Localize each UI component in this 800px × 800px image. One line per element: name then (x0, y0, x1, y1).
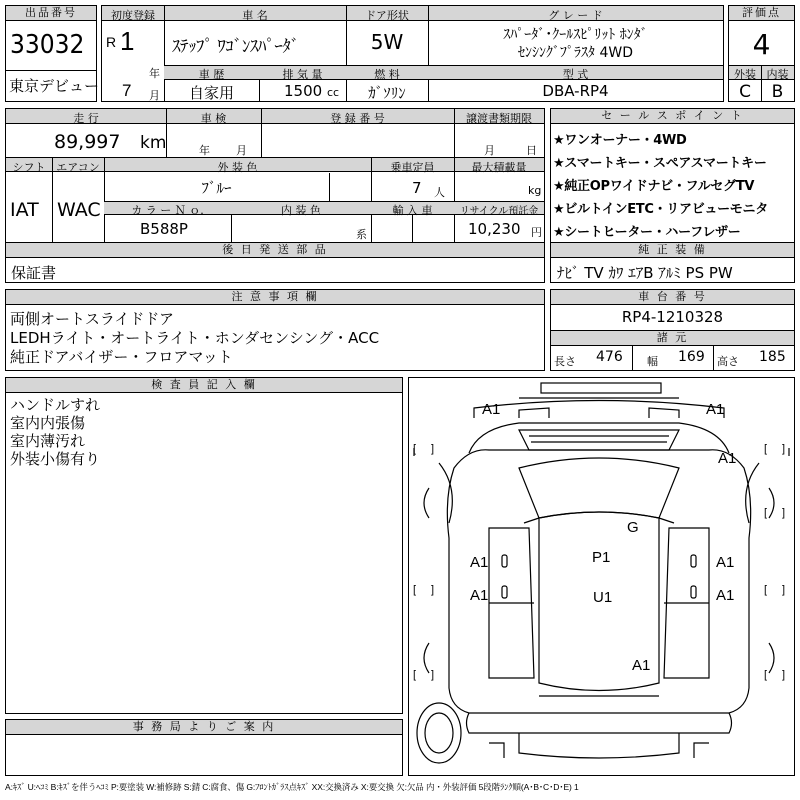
svg-text:[: [ (413, 669, 417, 681)
lot-no-label: 出品番号 (6, 6, 96, 21)
interior-color-label: 内 装 色 (281, 204, 321, 217)
displacement: 1500 (284, 82, 323, 100)
svg-text:]: ] (782, 443, 786, 455)
svg-text:]: ] (782, 584, 786, 596)
svg-text:[: [ (764, 507, 768, 519)
mileage-unit: km (140, 133, 167, 153)
mark-roof-rear: U1 (593, 589, 613, 606)
history-label: 車 歴 (198, 68, 225, 81)
mark-top-right: A1 (706, 401, 725, 418)
mark-top-left: A1 (482, 401, 501, 418)
svg-text:]: ] (431, 584, 435, 596)
later-parts-label: 後 日 発 送 部 品 (6, 243, 544, 258)
recycle-fee: 10,230 (468, 220, 521, 238)
exterior-color: ﾌﾞﾙｰ (201, 179, 232, 197)
reg-year: 1 (120, 26, 135, 56)
length-label: 長さ (554, 355, 576, 368)
mark-rear: A1 (632, 657, 651, 674)
shift: IAT (10, 199, 39, 221)
chassis-number: RP4-1210328 (621, 308, 724, 326)
ac: WAC (57, 199, 101, 221)
load-label: 最大積載量 (471, 161, 527, 174)
transfer-day-unit: 日 (526, 144, 537, 157)
later-parts: 保証書 (11, 264, 57, 282)
plate-label: 登 録 番 号 (330, 112, 385, 125)
car-name: ｽﾃｯﾌﾟ ﾜｺﾞﾝｽﾊﾟｰﾀﾞ (172, 37, 299, 57)
inspector-label: 検 査 員 記 入 欄 (6, 378, 402, 393)
door-label: ドア形状 (365, 9, 409, 22)
height: 185 (759, 349, 786, 365)
caution-label: 注 意 事 項 欄 (6, 290, 544, 305)
sales-point: ★ビルトインETC・リアビューモニタ (553, 202, 768, 217)
sales-point: ★シートヒーター・ハーフレザー (553, 225, 741, 240)
ext-grade: C (739, 82, 751, 102)
caution-line: 両側オートスライドドア (10, 310, 174, 328)
fuel-label: 燃 料 (374, 68, 400, 81)
mark-glass: G (627, 519, 639, 536)
sales-point: ★スマートキー・スペアスマートキー (553, 156, 767, 171)
vehicle-detail-block (5, 108, 545, 283)
model: DBA-RP4 (542, 82, 609, 100)
lot-number: 33032 (10, 30, 85, 60)
displacement-unit: cc (327, 86, 340, 99)
mileage: 89,997 (54, 131, 121, 153)
recycle-label: リサイクル預託金 (459, 206, 539, 217)
damage-diagram (408, 377, 795, 776)
capacity: 7 (412, 179, 422, 197)
history: 自家用 (188, 84, 234, 102)
inspector-line: 室内薄汚れ (10, 432, 86, 450)
first-reg-label: 初度登録 (111, 9, 155, 22)
inspection-label: 車 検 (200, 112, 227, 125)
color-no-label: カ ラ ー Ｎ ｏ. (131, 204, 204, 217)
inspection-year-unit: 年 (199, 144, 210, 157)
dims-label: 諸 元 (551, 331, 794, 346)
int-grade: B (771, 82, 784, 102)
width-label: 幅 (647, 355, 658, 368)
month-unit: 月 (149, 89, 160, 102)
car-name-label: 車 名 (242, 9, 268, 22)
office-block (5, 719, 403, 776)
width: 169 (678, 349, 705, 365)
equipment: ﾅﾋﾞ TV ｶﾜ ｴｱB ｱﾙﾐ PS PW (557, 264, 733, 282)
svg-text:]: ] (782, 669, 786, 681)
capacity-unit: 人 (434, 186, 445, 199)
fuel: ｶﾞｿﾘﾝ (368, 84, 406, 102)
length: 476 (596, 349, 623, 365)
svg-text:]: ] (782, 507, 786, 519)
mark-right-front: A1 (716, 554, 735, 571)
score-block (728, 5, 795, 102)
svg-text:]: ] (431, 443, 435, 455)
mark-left-front: A1 (470, 554, 489, 571)
mileage-label: 走 行 (73, 112, 99, 125)
inspector-line: 室内内張傷 (10, 414, 86, 432)
reg-month: 7 (122, 81, 132, 100)
load-unit: kg (528, 184, 542, 197)
inspection-month-unit: 月 (236, 144, 247, 157)
import-label: 輸 入 車 (392, 204, 433, 217)
mark-right-rear: A1 (716, 587, 735, 604)
int-label: 内装 (766, 68, 789, 81)
mark-roof-front: P1 (592, 549, 611, 566)
caution-line: LEDHライト・オートライト・ホンダセンシング・ACC (10, 329, 380, 347)
inspector-line: ハンドルすれ (10, 396, 101, 414)
grade-label: グ レ ー ド (548, 9, 603, 22)
lot-block (5, 5, 100, 102)
caution-block (5, 289, 545, 371)
grade-line-2: ｾﾝｼﾝｸﾞﾌﾟﾗｽﾀ 4WD (518, 45, 633, 61)
svg-text:[: [ (764, 584, 768, 596)
displacement-label: 排 気 量 (282, 68, 323, 81)
reg-era: R (106, 34, 117, 50)
inspector-line: 外装小傷有り (10, 450, 101, 468)
model-label: 型 式 (562, 68, 589, 81)
car-outline (409, 378, 794, 775)
svg-text:[: [ (764, 443, 768, 455)
score-label: 評価点 (729, 6, 794, 21)
transfer-label: 譲渡書類期限 (466, 112, 532, 125)
inspector-block (5, 377, 403, 714)
caution-line: 純正ドアバイザー・フロアマット (10, 348, 233, 366)
svg-text:[: [ (413, 443, 417, 455)
svg-text:[: [ (764, 669, 768, 681)
equipment-label: 純 正 装 備 (551, 243, 794, 258)
color-label: 外 装 色 (217, 161, 258, 174)
color-number: B588P (140, 220, 188, 238)
ext-label: 外装 (734, 68, 756, 81)
recycle-unit: 円 (531, 226, 542, 239)
mark-right-upper: A1 (718, 450, 737, 467)
office-label: 事 務 局 よ り ご 案 内 (6, 720, 402, 735)
svg-text:]: ] (431, 669, 435, 681)
transfer-month-unit: 月 (484, 144, 495, 157)
sales-point: ★純正OPワイドナビ・フルセグTV (553, 179, 755, 194)
year-unit: 年 (149, 67, 160, 80)
shift-label: シフト (12, 161, 46, 174)
sales-label: セ ー ル ス ポ イ ン ト (551, 109, 794, 124)
mark-left-rear: A1 (470, 587, 489, 604)
venue: 東京デビュー (9, 77, 100, 95)
height-label: 高さ (717, 355, 739, 368)
capacity-label: 乗車定員 (390, 161, 435, 174)
score: 4 (752, 28, 771, 61)
door-type: 5W (370, 30, 404, 54)
chassis-block (550, 289, 795, 371)
svg-text:[: [ (413, 584, 417, 596)
sales-block (550, 108, 795, 283)
ac-label: エアコン (56, 161, 100, 174)
main-info-block (101, 5, 724, 102)
interior-color-unit: 系 (356, 228, 367, 241)
chassis-label: 車 台 番 号 (551, 290, 794, 305)
grade-line-1: ｽﾊﾟｰﾀﾞ･ｸｰﾙｽﾋﾟﾘｯﾄ ﾎﾝﾀﾞ (503, 27, 648, 43)
legend: A:ｷｽﾞ U:ﾍｺﾐ B:ｷｽﾞを伴うﾍｺﾐ P:要塗装 W:補修跡 S:錆 C:腐食、傷 G:ﾌﾛﾝﾄｶﾞﾗｽ点ｷｽﾞ XX:交換済み X:要交換 欠:欠品 内・外装評価 5段階ﾗﾝｸ順(A･B･C･D･E) 1 (5, 782, 579, 792)
sales-point: ★ワンオーナー・4WD (553, 133, 687, 148)
